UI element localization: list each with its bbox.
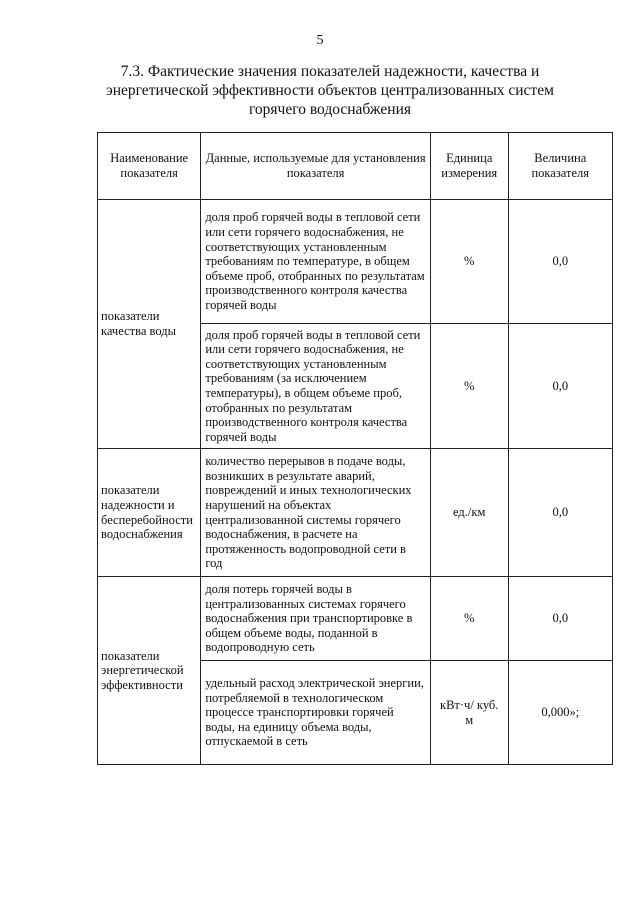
row-unit: %	[430, 577, 508, 661]
group-name-reliability: показатели надежности и бесперебойности водоснабжения	[98, 449, 201, 577]
row-description: доля проб горячей воды в тепловой сети или сети горячего водоснабжения, не соответствующих установленным требованиям по температуре, в общем объеме проб, отобранных по результатам производственного контроля качества горячей воды	[201, 200, 431, 324]
indicators-table	[97, 132, 613, 765]
header-data-used: Данные, используемые для установления показателя	[201, 133, 431, 200]
table-row	[98, 449, 613, 577]
row-unit: %	[430, 200, 508, 324]
row-value: 0,0	[508, 577, 613, 661]
table-row	[98, 200, 613, 324]
row-value: 0,0	[508, 449, 613, 577]
group-name-quality: показатели качества воды	[98, 200, 201, 449]
row-description: доля проб горячей воды в тепловой сети или сети горячего водоснабжения, не соответствующих установленным требованиям (за исключением температуры), в общем объеме проб, отобранных по результатам производственного контроля качества горячей воды	[201, 324, 431, 449]
row-unit: ед./км	[430, 449, 508, 577]
header-unit: Единица измерения	[430, 133, 508, 200]
row-value: 0,0	[508, 200, 613, 324]
table-row	[98, 577, 613, 661]
row-unit: %	[430, 324, 508, 449]
section-title: 7.3. Фактические значения показателей надежности, качества и энергетической эффективности объектов централизованных систем горячего водоснабжения	[106, 63, 554, 118]
row-description: доля потерь горячей воды в централизованных системах горячего водоснабжения при транспортировке в общем объеме воды, поданной в водопроводную сеть	[201, 577, 431, 661]
row-value: 0,0	[508, 324, 613, 449]
table-header-row	[98, 133, 613, 200]
row-value: 0,000»;	[508, 661, 613, 765]
header-indicator-name: Наименование показателя	[98, 133, 201, 200]
page-number: 5	[316, 33, 324, 48]
row-description: удельный расход электрической энергии, потребляемой в технологическом процессе транспортировки горячей воды, на единицу объема воды, отпускаемой в сеть	[201, 661, 431, 765]
header-value: Величина показателя	[508, 133, 613, 200]
group-name-energy: показатели энергетической эффективности	[98, 577, 201, 765]
row-description: количество перерывов в подаче воды, возникших в результате аварий, повреждений и иных технологических нарушений на объектах централизованной системы горячего водоснабжения, в расчете на протяженность водопроводной сети в год	[201, 449, 431, 577]
row-unit: кВт·ч/ куб. м	[430, 661, 508, 765]
